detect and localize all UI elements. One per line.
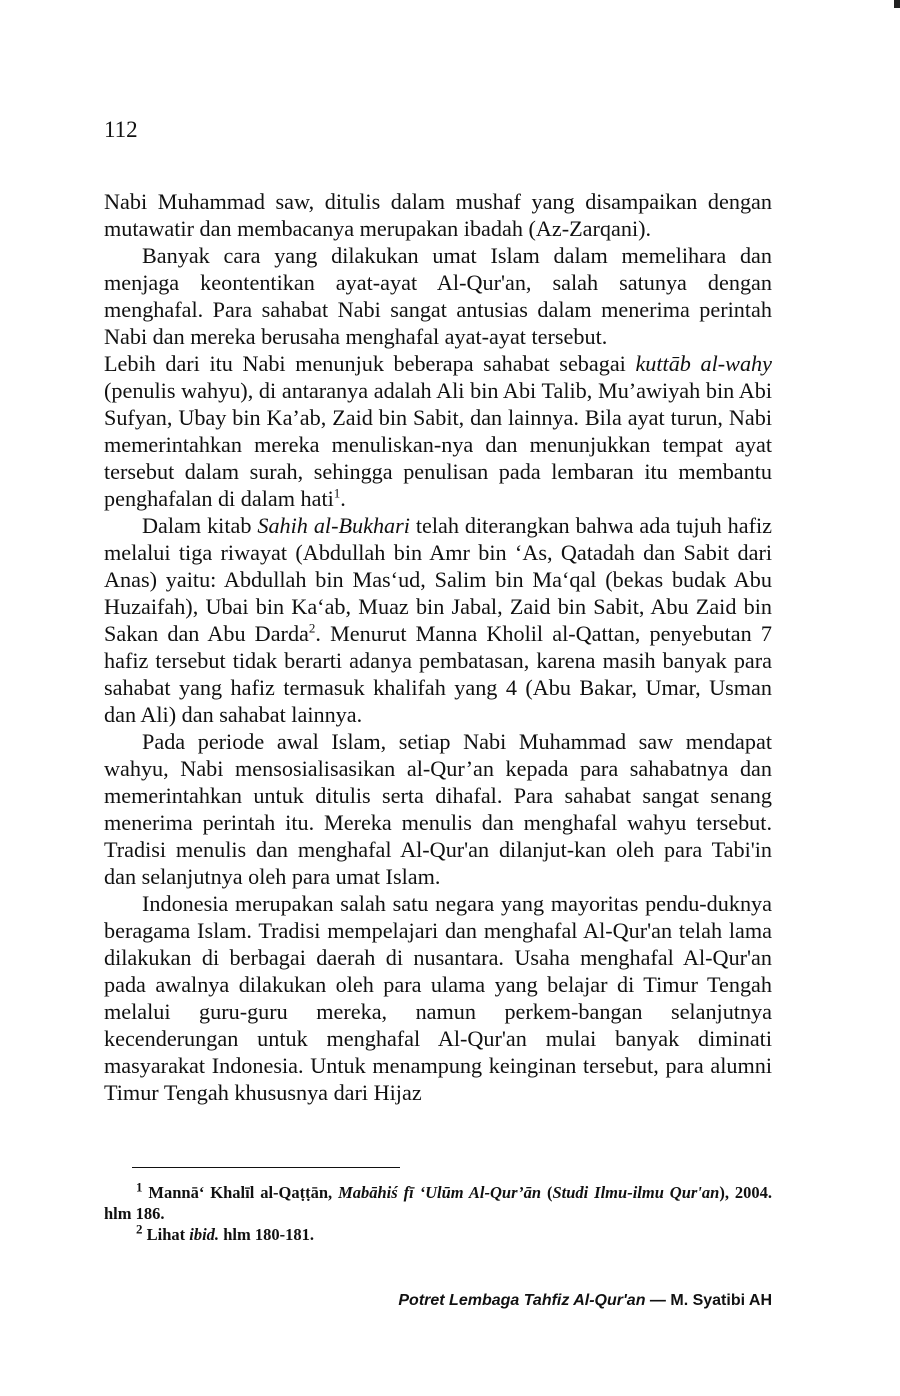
footnote-number: 1 [136, 1179, 143, 1195]
footnote-ibid: ibid. [189, 1225, 220, 1244]
paragraph [104, 728, 772, 890]
paragraph-text: . Menurut Manna Kholil al-Qattan, penyebutan 7 hafiz tersebut tidak berarti adanya pembatasan, karena masih banyak para sahabat yang hafiz termasuk khalifah yang 4 (Abu Bakar, Umar, Usman dan Ali) dan sahabat lainnya. [104, 621, 772, 727]
footnote-text: Lihat [142, 1225, 190, 1244]
footer-book-title: Potret Lembaga Tahfiz Al-Qur'an [398, 1292, 646, 1309]
paragraph-text: Nabi Muhammad saw, ditulis dalam mushaf yang disampaikan dengan mutawatir dan membacanya merupakan ibadah (Az-Zarqani). [104, 189, 772, 241]
footnote-divider [132, 1167, 400, 1168]
paragraph-text: Pada periode awal Islam, setiap Nabi Muhammad saw mendapat wahyu, Nabi mensosialisasikan al-Qur’an kepada para sahabatnya dan memerintahkan untuk ditulis serta dihafal. Para sahabat sangat senang menerima perintah itu. Mereka menulis dan menghafal wahyu tersebut. Tradisi menulis dan menghafal Al-Qur'an dilanjut-kan oleh para Tabi'in dan selanjutnya oleh para umat Islam. [104, 729, 772, 889]
footnote-marker: 1 [333, 485, 341, 501]
footnote-book-title: Mabāhiś fī ‘Ulūm Al-Qur’ān [338, 1183, 542, 1202]
paragraph-text: Lebih dari itu Nabi menunjuk beberapa sahabat sebagai [104, 351, 636, 376]
paragraph-text: Indonesia merupakan salah satu negara yang mayoritas pendu-duknya beragama Islam. Tradisi mempelajari dan menghafal Al-Qur'an telah lama dilakukan di berbagai daerah di nusantara. Usaha menghafal Al-Qur'an pada awalnya dilakukan oleh para ulama yang belajar di Timur Tengah melalui guru-guru mereka, namun perkem-bangan selanjutnya kecenderungan untuk menghafal Al-Qur'an mulai banyak diminati masyarakat Indonesia. Untuk menampung keinginan tersebut, para alumni Timur Tengah khususnya dari Hijaz [104, 891, 772, 1105]
paragraph-text: Banyak cara yang dilakukan umat Islam dalam memelihara dan menjaga keontentikan ayat-ayat Al-Qur'an, salah satunya dengan menghafal. Para sahabat Nabi sangat antusias dalam menerima perintah Nabi dan mereka berusaha menghafal ayat-ayat tersebut. [104, 243, 772, 349]
paragraph-text: (penulis wahyu), di antaranya adalah Ali bin Abi Talib, Mu’awiyah bin Abi Sufyan, Ubay bin Ka’ab, Zaid bin Sabit, dan lainnya. Bila ayat turun, Nabi memerintahkan mereka menuliskan-nya dan menunjukkan tempat ayat tersebut dalam surah, sehingga penulisan pada lembaran itu membantu penghafalan di dalam hati [104, 378, 772, 511]
footnote-text: ), 2004. hlm 186. [104, 1183, 772, 1223]
body-text [104, 188, 772, 1106]
scan-artifact [894, 0, 900, 8]
footnote-book-subtitle: Studi Ilmu-ilmu Qur'an [552, 1183, 720, 1202]
footnote-text: ( [541, 1183, 553, 1202]
footnote-1 [104, 1179, 772, 1224]
footer-author: M. Syatibi AH [670, 1292, 772, 1309]
paragraph-text: . [340, 486, 346, 511]
running-footer [398, 1292, 772, 1310]
paragraph [104, 890, 772, 1106]
paragraph [104, 242, 772, 350]
footnote-text: Mannā‘ Khalīl al-Qaṭṭān, [142, 1183, 339, 1202]
footnote-text: hlm 180-181. [219, 1225, 314, 1244]
footer-separator: — [645, 1292, 671, 1309]
italic-title: Sahih al-Bukhari [257, 513, 410, 538]
footnote-marker: 2 [308, 620, 316, 636]
paragraph-text: Dalam kitab [142, 513, 258, 538]
footnotes [104, 1179, 772, 1245]
italic-term: kuttāb al-wahy [635, 351, 772, 376]
paragraph-text: telah diterangkan bahwa ada tujuh hafiz melalui tiga riwayat (Abdullah bin Amr bin ‘As, Qatadah dan Sabit dari Anas) yaitu: Abdullah bin Mas‘ud, Salim bin Ma‘qal (bekas budak Abu Huzaifah), Ubai bin Ka‘ab, Muaz bin Jabal, Zaid bin Sabit, Abu Zaid bin Sakan dan Abu Darda [104, 513, 772, 646]
footnote-number: 2 [136, 1221, 143, 1237]
page-number: 112 [104, 117, 138, 142]
footnote-2 [104, 1221, 772, 1245]
paragraph [104, 188, 772, 242]
paragraph [104, 350, 772, 512]
paragraph [104, 512, 772, 728]
